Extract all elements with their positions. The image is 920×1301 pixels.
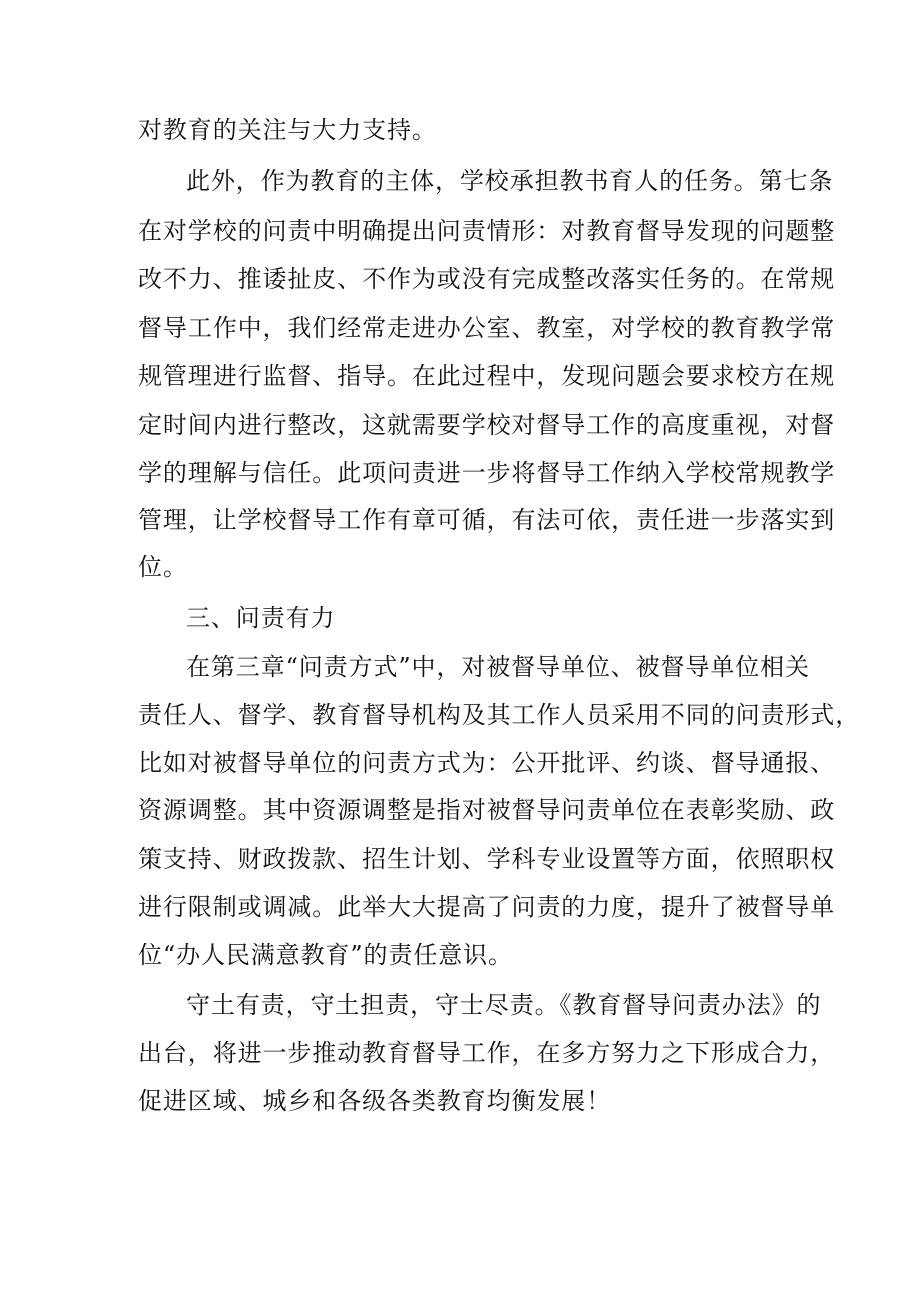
text-line: 责任人、督学、教育督导机构及其工作人员采用不同的问责形式， (138, 701, 861, 729)
text-line: 守土有责，守土担责，守士尽责。《教育督导问责办法》的 (186, 991, 822, 1019)
text-line: 比如对被督导单位的问责方式为：公开批评、约谈、督导通报、 (138, 749, 836, 777)
text-line: 改不力、推诿扯皮、不作为或没有完成整改落实任务的。在常规 (138, 265, 836, 293)
text-line: 定时间内进行整改，这就需要学校对督导工作的高度重视，对督 (138, 411, 836, 439)
text-line: 策支持、财政拨款、招生计划、学科专业设置等方面，依照职权 (138, 845, 836, 873)
text-line: 规管理进行监督、指导。在此过程中，发现问题会要求校方在规 (138, 362, 836, 390)
text-line: 位“办人民满意教育”的责任意识。 (138, 941, 513, 969)
text-line: 出台，将进一步推动教育督导工作，在多方努力之下形成合力， (138, 1039, 836, 1067)
text-line: 督导工作中，我们经常走进办公室、教室，对学校的教育教学常 (138, 314, 836, 342)
text-line: 促进区域、城乡和各级各类教育均衡发展！ (138, 1087, 612, 1115)
text-line: 位。 (138, 553, 188, 581)
text-line: 对教育的关注与大力支持。 (138, 116, 437, 144)
section-heading: 三、问责有力 (186, 604, 336, 632)
text-line: 资源调整。其中资源调整是指对被督导问责单位在表彰奖励、政 (138, 796, 836, 824)
text-line: 学的理解与信任。此项问责进一步将督导工作纳入学校常规教学 (138, 459, 836, 487)
text-line: 进行限制或调减。此举大大提高了问责的力度，提升了被督导单 (138, 893, 836, 921)
text-line: 在第三章“问责方式”中，对被督导单位、被督导单位相关 (186, 653, 810, 681)
text-line: 在对学校的问责中明确提出问责情形：对教育督导发现的问题整 (138, 217, 836, 245)
text-line: 管理，让学校督导工作有章可循，有法可依，责任进一步落实到 (138, 506, 836, 534)
text-line: 此外，作为教育的主体，学校承担教书育人的任务。第七条 (186, 167, 834, 195)
